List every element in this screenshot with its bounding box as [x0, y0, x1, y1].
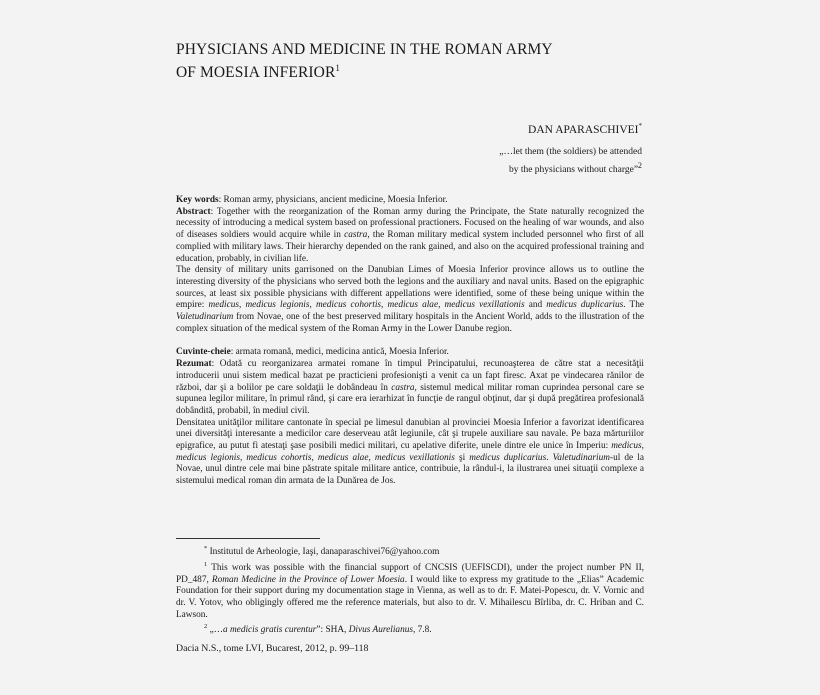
- title-line-2: [176, 59, 553, 82]
- title-line-2-text: OF MOESIA INFERIOR: [176, 64, 336, 82]
- abstract-italic: castra: [344, 230, 368, 241]
- abstract-text: . The: [623, 300, 644, 311]
- section-gap: [176, 335, 644, 347]
- rezumat-label: Rezumat: [176, 359, 212, 370]
- footnote-1-text: This work was possible with the financial support of CNCSIS (UEFISCDI), under the project number PN II, PD_487,: [176, 562, 644, 585]
- footnote-2-text: ”: SHA,: [316, 625, 349, 636]
- cuvinte-paragraph: [176, 347, 644, 359]
- rezumat-paragraph-2: [176, 418, 644, 488]
- epigraph-line-2-text: by the physicians without charge”: [508, 165, 639, 176]
- footnote-star-text: Institutul de Arheologie, Iaşi, danaparaschivei76@yahoo.com: [207, 547, 440, 558]
- abstract-paragraph-1: [176, 207, 644, 266]
- title-footnote-mark: 1: [335, 63, 341, 73]
- abstract-label: Abstract: [176, 206, 211, 217]
- abstract-text: The density of military units garrisoned on the Danubian Limes of Moesia Inferior province allows us to outline the interesting diversity of the physicians who served both the legions and the auxiliary and naval units. Based on the epigraphic sources, at least six possible physicians with different appellations were identified, some of these being unique within the empire:: [176, 265, 644, 311]
- rezumat-italic: medicus duplicarius: [469, 452, 547, 463]
- journal-citation: Dacia N.S., tome LVI, Bucarest, 2012, p. 99–118: [176, 643, 369, 654]
- epigraph-line-1: „…let them (the soldiers) be attended: [499, 147, 642, 157]
- abstract-italic: Valetudinarium: [176, 312, 234, 323]
- rezumat-text: şi: [454, 452, 470, 463]
- rezumat-paragraph-1: [176, 359, 644, 418]
- abstract-text: from Novae, one of the best preserved military hospitals in the Ancient World, adds to the illustration of the complex situation of the medical system of the Roman Army in the Lower Danube region.: [176, 312, 644, 334]
- keywords-paragraph: [176, 195, 644, 207]
- keywords-label: Key words: [176, 195, 219, 205]
- footnote-1: [176, 559, 644, 622]
- rezumat-text: -ul de la Novae, unul dintre cele mai bine păstrate spitale militare antice, contribuie, la rândul-i, la ilustrarea unei situaţii complexe a sistemului medical roman din armata de la Dunărea de Jos.: [176, 452, 644, 487]
- author-footnote-mark: *: [638, 122, 642, 130]
- keywords-text: : Roman army, physicians, ancient medicine, Moesia Inferior.: [218, 195, 448, 205]
- footnote-2-italic: Divus Aurelianus: [348, 625, 413, 636]
- footnote-star: [176, 543, 644, 559]
- abstract-text: and: [524, 300, 547, 311]
- footnote-2-text: „…: [207, 625, 223, 636]
- footnote-divider: [176, 538, 320, 539]
- abstract-text: : Together with the reorganization of the Roman army during the Principate, the State naturally recognized the necessity of introducing a medical system based on professional practioners. Focused on the healing of war wounds, and also of diseases soldiers would acquire while in: [176, 206, 644, 241]
- rezumat-italic: castra: [391, 382, 415, 393]
- rezumat-text: : Odată cu reorganizarea armatei romane în timpul Principatului, recunoaşterea de către stat a necesităţii introducerii unui sistem medical bazat pe practicieni profesionişti a venit ca un fapt firesc. Axat pe vindecarea rănilor de război, dar şi a bolilor pe care soldaţii le dobândeau în: [176, 359, 644, 393]
- footnote-2-mark: 2: [204, 623, 208, 631]
- epigraph-footnote-mark: 2: [638, 161, 642, 170]
- abstract-text: , the Roman military medical system included personnel who first of all complied with military laws. Their hierarchy depended on the rank gained, and also on the acquired professional training and education, probably, in civilian life.: [176, 230, 645, 264]
- title-line-1: PHYSICIANS AND MEDICINE IN THE ROMAN ARMY: [176, 41, 553, 58]
- rezumat-text: .: [546, 452, 553, 463]
- abstract-italic: medicus, medicus legionis, medicus cohortis, medicus alae, medicus vexillationis: [208, 300, 525, 311]
- footnote-2-italic: a medicis gratis curentur: [223, 625, 317, 636]
- article-body: [176, 195, 644, 488]
- epigraph-line-2: [499, 159, 642, 177]
- footnotes: [176, 543, 644, 637]
- footnote-1-italic: Roman Medicine in the Province of Lower Moesia: [211, 574, 405, 585]
- article-title: [176, 40, 553, 82]
- author-name: [528, 122, 642, 136]
- epigraph: [499, 146, 642, 177]
- rezumat-text: Densitatea unităţilor militare cantonate în special pe limesul danubian al provinciei Moesia Inferior a favorizat identificarea unei diversităţi interesante a medicilor care deserveau atât legiunile, cât şi trupele auxiliare sau navale. Pe baza mărturiilor epigrafice, au putut fi atestaţi şase posibili medici militari, cu apelative diferite, unele dintre ele unice în Imperiu:: [176, 417, 644, 452]
- footnote-star-mark: *: [204, 545, 208, 552]
- rezumat-italic: medicus, medicus legionis, medicus cohortis, medicus alae, medicus vexillationis: [176, 441, 644, 463]
- rezumat-text: , sistemul medical militar roman cuprindea personal care se supunea legilor militare, în primul rând, şi care era ierarhizat în funcţie de rangul obţinut, dar şi după pregătirea profesională dobândită, probabil, în mediul civil.: [176, 382, 644, 416]
- footnote-1-mark: 1: [204, 560, 208, 568]
- rezumat-italic: Valetudinarium: [552, 452, 610, 463]
- cuvinte-text: : armata romană, medici, medicina antică, Moesia Inferior.: [230, 347, 449, 358]
- author-text: DAN APARASCHIVEI: [528, 123, 639, 136]
- abstract-paragraph-2: [176, 265, 644, 335]
- cuvinte-label: Cuvinte-cheie: [176, 347, 231, 358]
- footnote-2: [176, 621, 644, 637]
- abstract-italic: medicus duplicarius: [546, 300, 624, 311]
- footnote-2-text: , 7.8.: [413, 625, 432, 636]
- footnote-1-text: . I would like to express my gratitude to the „Elias” Academic Foundation for their support during my documentation stage in Vienna, as well as to dr. F. Matei-Popescu, dr. V. Vornic and dr. V. Yotov, who obligingly offered me the reference materials, but also to dr. V. Mihailescu Bîrliba, dr. C. Hriban and C. Lawson.: [176, 574, 644, 620]
